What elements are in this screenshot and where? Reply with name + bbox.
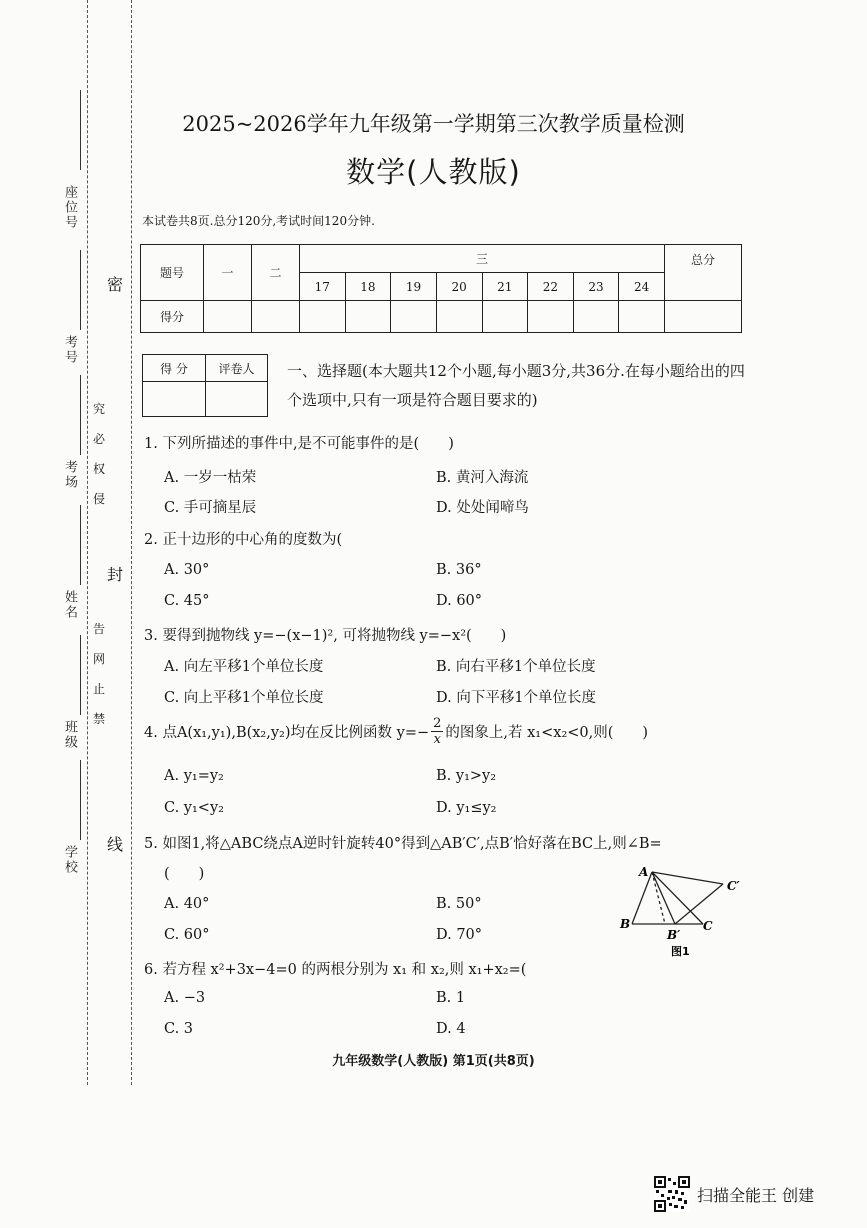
question-6-option-d: D. 4 — [436, 1021, 466, 1037]
question-2-option-d: D. 60° — [436, 593, 483, 609]
question-2-option-c: C. 45° — [164, 593, 210, 609]
score-cell[interactable] — [300, 301, 346, 333]
notice-char: 究 — [93, 402, 106, 416]
notice-char: 必 — [93, 432, 106, 446]
fraction — [431, 716, 443, 747]
grader-name-label: 评卷人 — [206, 355, 268, 382]
table-subheader: 23 — [573, 273, 619, 301]
exam-number-line — [80, 250, 81, 330]
question-4-option-d: D. y₁≤y₂ — [436, 800, 497, 816]
question-4-option-a: A. y₁=y₂ — [164, 768, 224, 784]
question-3-option-a: A. 向左平移1个单位长度 — [164, 659, 324, 675]
question-3-stem: 3. 要得到抛物线 y=−(x−1)², 可将抛物线 y=−x²( ) — [144, 628, 507, 644]
table-subheader: 17 — [300, 273, 346, 301]
table-subheader: 21 — [482, 273, 528, 301]
question-6-option-a: A. −3 — [164, 990, 206, 1006]
table-subheader: 24 — [619, 273, 665, 301]
score-cell[interactable] — [482, 301, 528, 333]
table-subheader: 19 — [391, 273, 437, 301]
question-1-option-a: A. 一岁一枯荣 — [164, 470, 257, 486]
question-5-option-d: D. 70° — [436, 927, 483, 943]
school-line — [80, 760, 81, 840]
grader-score-cell[interactable] — [143, 382, 206, 417]
school-label: 学校 — [62, 845, 77, 875]
table-header-part1: 一 — [204, 245, 252, 301]
notice-char: 侵 — [93, 492, 106, 506]
question-4-option-c: C. y₁<y₂ — [164, 800, 224, 816]
score-cell[interactable] — [528, 301, 574, 333]
question-3-option-c: C. 向上平移1个单位长度 — [164, 690, 324, 706]
table-subheader: 18 — [345, 273, 391, 301]
exam-room-label: 考场 — [62, 460, 77, 490]
figure-caption: 图1 — [671, 945, 690, 958]
page-footer: 九年级数学(人教版) 第1页(共8页) — [332, 1054, 535, 1069]
figure-label-c-prime: C′ — [727, 879, 740, 893]
question-4-stem-end: 的图象上,若 x₁<x₂<0,则( ) — [445, 725, 649, 741]
class-label: 班级 — [62, 720, 77, 750]
table-row-score-label: 得分 — [141, 301, 204, 333]
name-label: 姓名 — [62, 590, 77, 620]
table-subheader: 22 — [528, 273, 574, 301]
table-subheader: 20 — [436, 273, 482, 301]
question-2-stem: 2. 正十边形的中心角的度数为( — [144, 532, 343, 548]
seal-mark-mi: 密 — [107, 275, 124, 294]
fraction-numerator: 2 — [433, 716, 442, 731]
seal-mark-xian: 线 — [107, 835, 124, 854]
exam-number-label: 考号 — [62, 335, 77, 365]
score-cell[interactable] — [573, 301, 619, 333]
grader-score-label: 得 分 — [143, 355, 206, 382]
score-cell[interactable] — [204, 301, 252, 333]
notice-char: 网 — [93, 652, 106, 666]
question-6-stem: 6. 若方程 x²+3x−4=0 的两根分别为 x₁ 和 x₂,则 x₁+x₂=( — [144, 962, 527, 978]
question-2-option-b: B. 36° — [436, 562, 482, 578]
fraction-denominator: x — [433, 732, 441, 747]
subject-title: 数学(人教版) — [346, 155, 521, 189]
question-5-option-c: C. 60° — [164, 927, 210, 943]
grader-name-cell[interactable] — [206, 382, 268, 417]
question-4-option-b: B. y₁>y₂ — [436, 768, 497, 784]
table-header-total: 总分 — [665, 245, 742, 301]
score-cell[interactable] — [252, 301, 300, 333]
score-table — [140, 244, 742, 333]
notice-char: 止 — [93, 682, 106, 696]
question-1-stem: 1. 下列所描述的事件中,是不可能事件的是( ) — [144, 436, 454, 452]
figure-label-a: A — [639, 865, 649, 879]
question-6-option-c: C. 3 — [164, 1021, 194, 1037]
qr-code-icon — [654, 1176, 690, 1212]
exam-info: 本试卷共8页.总分120分,考试时间120分钟. — [142, 214, 375, 228]
question-3-option-d: D. 向下平移1个单位长度 — [436, 690, 597, 706]
question-5-option-b: B. 50° — [436, 896, 482, 912]
question-5-option-a: A. 40° — [164, 896, 210, 912]
question-3-option-b: B. 向右平移1个单位长度 — [436, 659, 596, 675]
grader-box — [142, 354, 268, 417]
notice-char: 权 — [93, 462, 106, 476]
question-4-stem — [144, 716, 648, 747]
table-header-question: 题号 — [141, 245, 204, 301]
class-line — [80, 635, 81, 715]
notice-char: 禁 — [93, 712, 106, 726]
score-cell[interactable] — [619, 301, 665, 333]
question-1-option-c: C. 手可摘星辰 — [164, 500, 257, 516]
score-cell[interactable] — [436, 301, 482, 333]
question-4-stem-start: 4. 点A(x₁,y₁),B(x₂,y₂)均在反比例函数 y=− — [144, 725, 430, 741]
name-line — [80, 505, 81, 585]
question-6-option-b: B. 1 — [436, 990, 466, 1006]
seat-number-label: 座位号 — [62, 185, 77, 230]
section-1-heading: 一、选择题(本大题共12个小题,每小题3分,共36分.在每小题给出的四个选项中,只有一项是符合题目要求的) — [287, 362, 745, 409]
scanner-brand-watermark: 扫描全能王 创建 — [697, 1186, 815, 1205]
table-header-part3: 三 — [300, 245, 665, 273]
exam-title: 2025~2026学年九年级第一学期第三次教学质量检测 — [182, 112, 685, 136]
score-cell[interactable] — [665, 301, 742, 333]
notice-char: 告 — [93, 622, 106, 636]
figure-1-diagram — [615, 860, 755, 960]
exam-room-line — [80, 375, 81, 455]
question-2-option-a: A. 30° — [164, 562, 210, 578]
question-1-option-d: D. 处处闻啼鸟 — [436, 500, 529, 516]
question-5-bracket: ( ) — [164, 866, 205, 882]
question-5-stem: 5. 如图1,将△ABC绕点A逆时针旋转40°得到△AB′C′,点B′恰好落在BC上,则∠B= — [144, 836, 662, 852]
figure-label-c: C — [703, 919, 713, 933]
question-1-option-b: B. 黄河入海流 — [436, 470, 529, 486]
figure-label-b: B — [620, 917, 631, 931]
table-header-part2: 二 — [252, 245, 300, 301]
seal-mark-feng: 封 — [107, 565, 124, 584]
score-cell[interactable] — [391, 301, 437, 333]
figure-label-b-prime: B′ — [667, 928, 681, 942]
score-cell[interactable] — [345, 301, 391, 333]
